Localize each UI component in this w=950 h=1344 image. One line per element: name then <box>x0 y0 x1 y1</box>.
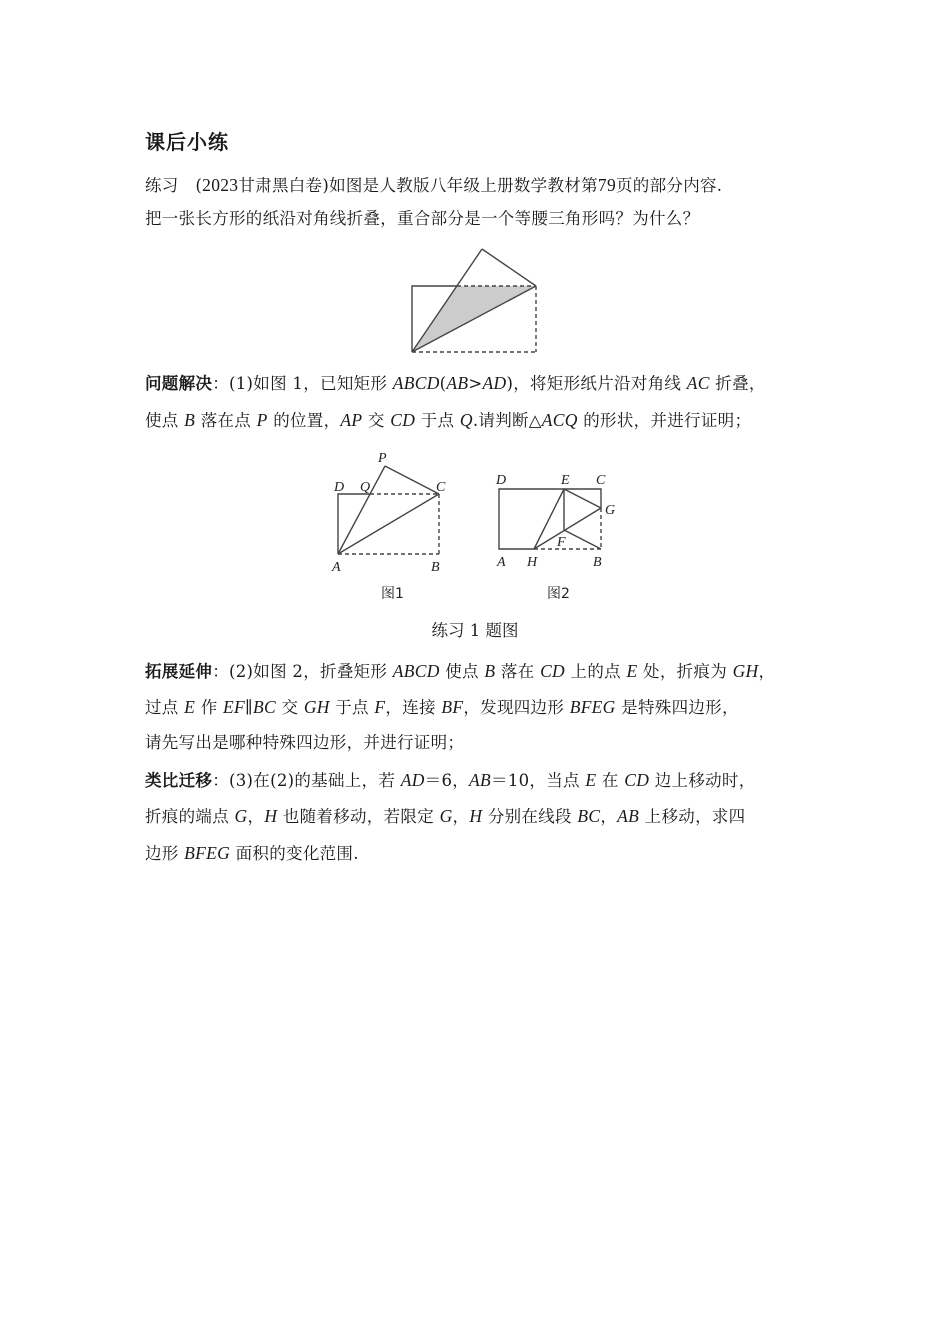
text-run: ＝10，当点 <box>491 771 586 790</box>
text-run: > <box>468 374 483 393</box>
math-variable: EF <box>223 697 246 717</box>
text-run: ， <box>247 807 265 826</box>
text-run: 落在点 <box>195 411 257 430</box>
fig2-label-G: G <box>605 503 616 518</box>
text-run: 分别在线段 <box>482 807 578 826</box>
math-variable: E <box>184 697 196 717</box>
text-run: 交 <box>362 411 391 430</box>
math-variable: AD <box>400 770 425 790</box>
text-run: 处，折痕为 <box>637 662 733 681</box>
math-variable: AB <box>617 806 640 826</box>
math-variable: B <box>484 661 496 681</box>
math-variable: G <box>234 806 248 826</box>
text-run: 落在 <box>495 662 541 681</box>
math-variable: P <box>256 410 268 430</box>
fig1-label-Q: Q <box>360 480 371 495</box>
math-variable: GH <box>303 697 330 717</box>
text-run: .请判断△ <box>472 411 542 430</box>
text-run: ， <box>452 807 470 826</box>
text-run: 是特殊四边形， <box>615 698 739 717</box>
text-run: ：(2)如图 2，折叠矩形 <box>212 662 393 681</box>
fig1-label-B: B <box>431 560 440 575</box>
fig2-label-H: H <box>527 555 538 570</box>
exercise-prefix: 练习 ( <box>145 176 203 195</box>
math-variable: GH <box>732 661 759 681</box>
text-run: ：(3)在(2)的基础上，若 <box>212 771 401 790</box>
part1-heading: 问题解决 <box>145 374 213 393</box>
math-variable: E <box>626 661 638 681</box>
fig2-caption: 图2 <box>547 586 570 602</box>
text-run: 交 <box>275 698 304 717</box>
math-variable: G <box>439 806 453 826</box>
part3-heading: 类比迁移 <box>145 771 213 790</box>
part2-heading: 拓展延伸 <box>145 662 213 681</box>
fig1-label-D: D <box>334 480 345 495</box>
text-run: 过点 <box>145 698 185 717</box>
math-variable: AP <box>340 410 363 430</box>
fig1-label-P: P <box>378 451 387 466</box>
fig1-caption: 图1 <box>381 586 404 602</box>
math-variable: BF <box>441 697 464 717</box>
math-variable: BC <box>577 806 601 826</box>
fig2-label-F: F <box>557 535 566 550</box>
text-run: 作 <box>195 698 224 717</box>
math-variable: AB <box>446 373 469 393</box>
math-variable: F <box>374 697 386 717</box>
folded-rectangle-figure <box>412 249 536 352</box>
text-run: ，连接 <box>385 698 442 717</box>
math-variable: AD <box>482 373 507 393</box>
text-run: 于点 <box>415 411 460 430</box>
part2-line-3: 请先写出是哪种特殊四边形，并进行证明； <box>145 733 465 752</box>
math-variable: H <box>264 806 278 826</box>
text-run: 也随着移动，若限定 <box>277 807 440 826</box>
exercise-line-end: 页的部分内容. <box>616 176 723 195</box>
exercise-page-number: 79 <box>597 175 616 195</box>
text-run: 在 <box>596 771 625 790</box>
exercise-source: 甘肃黑白卷)如图是人教版八年级上册数学教材第 <box>238 176 598 195</box>
text-run: 面积的变化范围. <box>230 844 359 863</box>
exercise-line-2: 把一张长方形的纸沿对角线折叠，重合部分是一个等腰三角形吗？为什么？ <box>145 209 700 228</box>
math-variable: CD <box>624 770 650 790</box>
math-variable: BC <box>252 697 276 717</box>
text-run: ， <box>758 662 776 681</box>
text-run: 边上移动时， <box>649 771 756 790</box>
text-run: ＝6， <box>424 771 470 790</box>
text-run: 的形状，并进行证明； <box>577 411 752 430</box>
fig2-label-A: A <box>497 555 506 570</box>
exercise-year: 2023 <box>202 175 239 195</box>
figure-group-caption: 练习 1 题图 <box>431 621 519 640</box>
math-variable: ABCD <box>392 661 440 681</box>
text-run: ：(1)如图 1，已知矩形 <box>212 374 393 393</box>
math-variable: BFEG <box>184 843 231 863</box>
math-variable: Q <box>459 410 473 430</box>
text-run: ( <box>439 374 447 393</box>
text-run: 使点 <box>145 411 185 430</box>
fig2-label-B: B <box>593 555 602 570</box>
text-run: )，将矩形纸片沿对角线 <box>506 374 687 393</box>
fig2-label-E: E <box>561 473 570 488</box>
text-run: 于点 <box>329 698 375 717</box>
math-variable: CD <box>540 661 565 681</box>
text-run: ， <box>600 807 618 826</box>
math-variable: ABCD <box>392 373 440 393</box>
math-variable: CD <box>390 410 416 430</box>
math-variable: B <box>184 410 196 430</box>
figure-2 <box>499 489 601 549</box>
math-variable: BFEG <box>569 697 616 717</box>
math-variable: AB <box>469 770 492 790</box>
text-run: 上移动，求四 <box>639 807 746 826</box>
math-variable: ACQ <box>541 410 578 430</box>
text-run: 上的点 <box>564 662 627 681</box>
figure-1 <box>338 466 439 554</box>
text-run: 边形 <box>145 844 185 863</box>
section-title: 课后小练 <box>145 130 229 154</box>
text-run: 使点 <box>439 662 485 681</box>
fig2-label-C: C <box>596 473 606 488</box>
fig1-label-C: C <box>436 480 446 495</box>
fig1-label-A: A <box>332 560 341 575</box>
text-run: 折叠， <box>709 374 766 393</box>
text-run: 的位置， <box>267 411 341 430</box>
math-variable: H <box>469 806 483 826</box>
fig2-label-D: D <box>496 473 507 488</box>
math-variable: E <box>585 770 597 790</box>
math-variable: AC <box>686 373 710 393</box>
text-run: ∥ <box>245 698 253 717</box>
text-run: ，发现四边形 <box>463 698 570 717</box>
text-run: 折痕的端点 <box>145 807 235 826</box>
